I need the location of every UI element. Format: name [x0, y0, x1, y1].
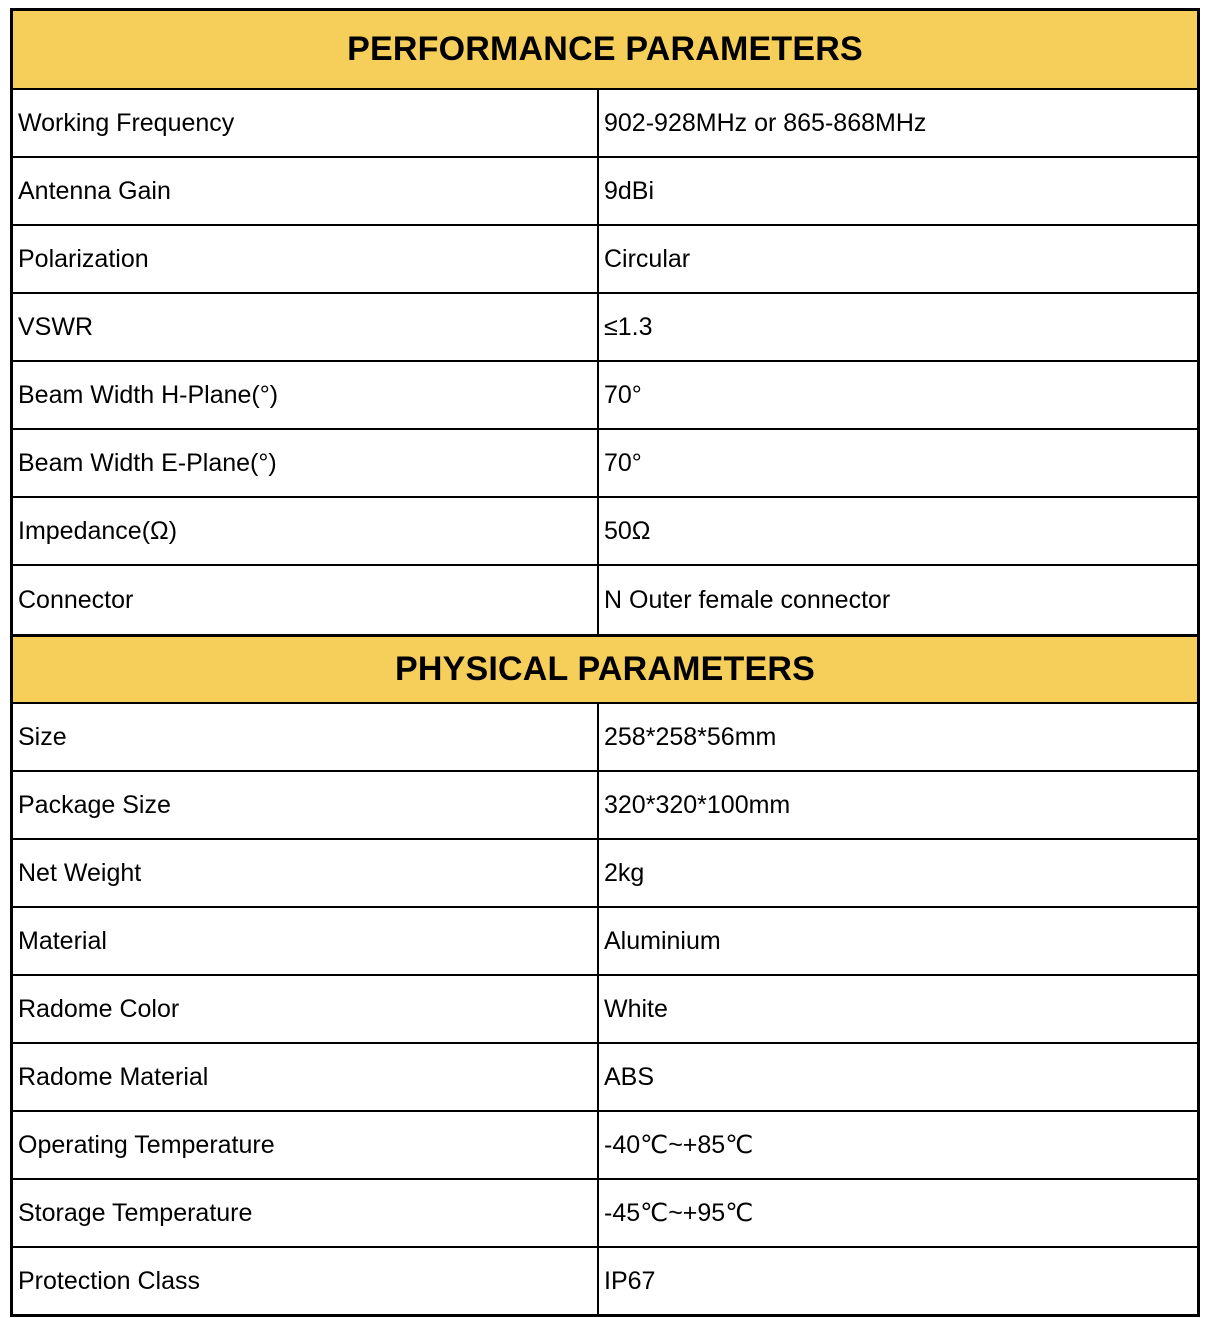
- row-label: Radome Material: [13, 1044, 599, 1110]
- row-value: 50Ω: [604, 516, 651, 545]
- row-value: 70°: [604, 448, 642, 477]
- row-label: Connector: [13, 566, 599, 634]
- table-row: [13, 498, 1197, 566]
- row-value: ABS: [604, 1062, 655, 1091]
- row-label: Beam Width E-Plane(°): [13, 430, 599, 496]
- table-row: [13, 90, 1197, 158]
- row-value: 258*258*56mm: [604, 722, 777, 751]
- row-label: Radome Color: [13, 976, 599, 1042]
- table-row: [13, 158, 1197, 226]
- row-value: 9dBi: [604, 176, 655, 205]
- table-row: [13, 976, 1197, 1044]
- table-row: [13, 1112, 1197, 1180]
- row-value: Aluminium: [604, 926, 721, 955]
- row-value: ≤1.3: [604, 312, 653, 341]
- physical-section-title: PHYSICAL PARAMETERS: [13, 634, 1197, 704]
- row-value: -45℃~+95℃: [604, 1199, 754, 1227]
- row-value: Circular: [604, 244, 691, 273]
- table-row: [13, 908, 1197, 976]
- table-row: [13, 704, 1197, 772]
- row-label: Protection Class: [13, 1248, 599, 1314]
- table-row: [13, 294, 1197, 362]
- row-value: 2kg: [604, 858, 645, 887]
- spec-table: [10, 8, 1200, 1317]
- row-label: Storage Temperature: [13, 1180, 599, 1246]
- row-value: 320*320*100mm: [604, 790, 791, 819]
- table-row: [13, 772, 1197, 840]
- table-row: [13, 362, 1197, 430]
- row-label: Operating Temperature: [13, 1112, 599, 1178]
- row-label: Beam Width H-Plane(°): [13, 362, 599, 428]
- row-label: VSWR: [13, 294, 599, 360]
- table-row: [13, 840, 1197, 908]
- performance-section-title: PERFORMANCE PARAMETERS: [13, 11, 1197, 90]
- table-row: [13, 566, 1197, 634]
- row-label: Material: [13, 908, 599, 974]
- table-row: [13, 1180, 1197, 1248]
- table-row: [13, 430, 1197, 498]
- row-label: Package Size: [13, 772, 599, 838]
- row-value: 70°: [604, 380, 642, 409]
- row-value: N Outer female connector: [604, 585, 891, 614]
- row-label: Impedance(Ω): [13, 498, 599, 564]
- row-value: -40℃~+85℃: [604, 1131, 754, 1159]
- row-label: Polarization: [13, 226, 599, 292]
- row-label: Antenna Gain: [13, 158, 599, 224]
- table-row: [13, 226, 1197, 294]
- row-value: IP67: [604, 1266, 656, 1295]
- row-value: White: [604, 994, 668, 1023]
- table-row: [13, 1248, 1197, 1314]
- table-row: [13, 1044, 1197, 1112]
- row-label: Working Frequency: [13, 90, 599, 156]
- row-value: 902-928MHz or 865-868MHz: [604, 108, 927, 137]
- row-label: Net Weight: [13, 840, 599, 906]
- row-label: Size: [13, 704, 599, 770]
